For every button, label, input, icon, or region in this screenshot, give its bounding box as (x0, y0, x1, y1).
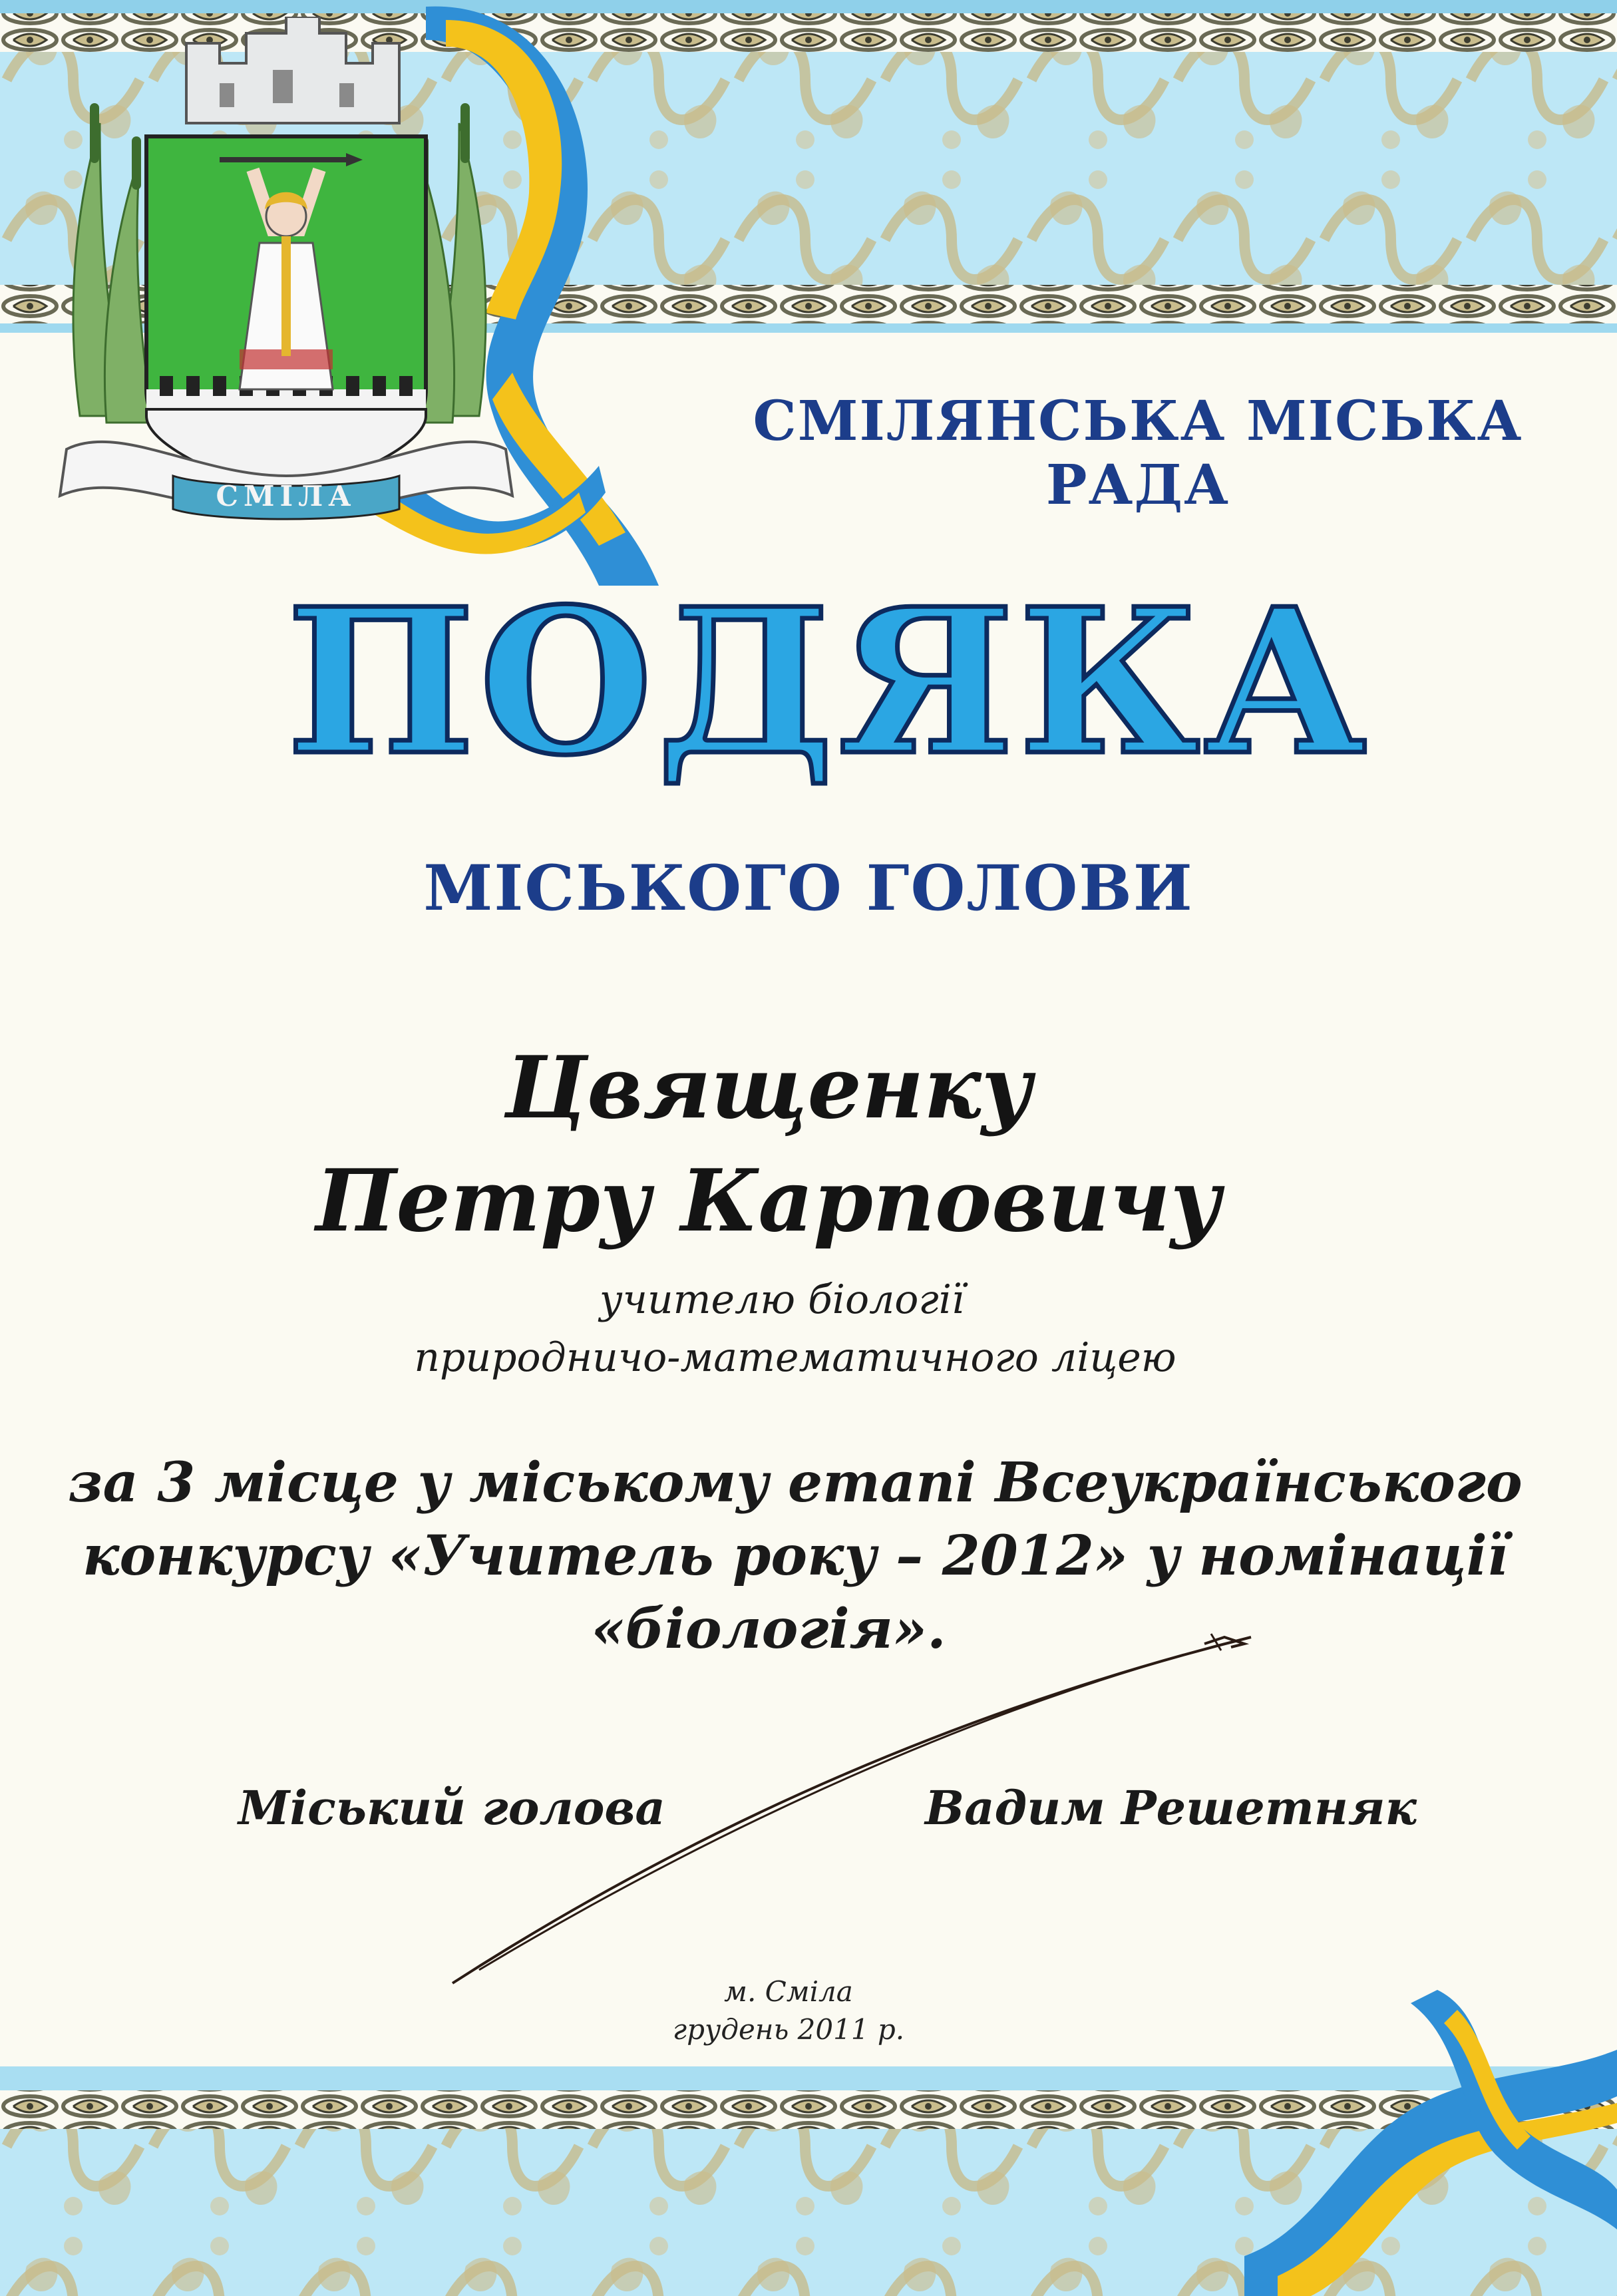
reason-line-3: «біологія». (591, 1597, 946, 1661)
recipient-position-line-1: учителю біології (599, 1276, 965, 1323)
certificate-title (0, 586, 1617, 812)
issue-place: м. Сміла (724, 1975, 853, 2008)
reason-line-1: за 3 місце у міському етапі Всеукраїнського (68, 1451, 1523, 1515)
reason-line-2: конкурсу «Учитель року – 2012» у номінації (83, 1524, 1508, 1588)
council-name: СМІЛЯНСЬКА МІСЬКА РАДА (753, 389, 1523, 517)
recipient-surname: Цвященку (504, 1038, 1033, 1138)
title-text: ПОДЯКА (286, 586, 1371, 799)
coat-of-arms-icon (53, 17, 519, 522)
signatory-role: Міський голова (238, 1780, 665, 1835)
signatory-name: Вадим Решетняк (925, 1780, 1417, 1835)
svg-text:СМІЛА: СМІЛА (216, 480, 357, 512)
issue-date: грудень 2011 р. (672, 2013, 905, 2046)
recipient-name: Петру Карповичу (315, 1151, 1222, 1251)
recipient-position-line-2: природничо-математичного ліцею (414, 1334, 1176, 1381)
certificate-subtitle: МІСЬКОГО ГОЛОВИ (423, 852, 1194, 925)
